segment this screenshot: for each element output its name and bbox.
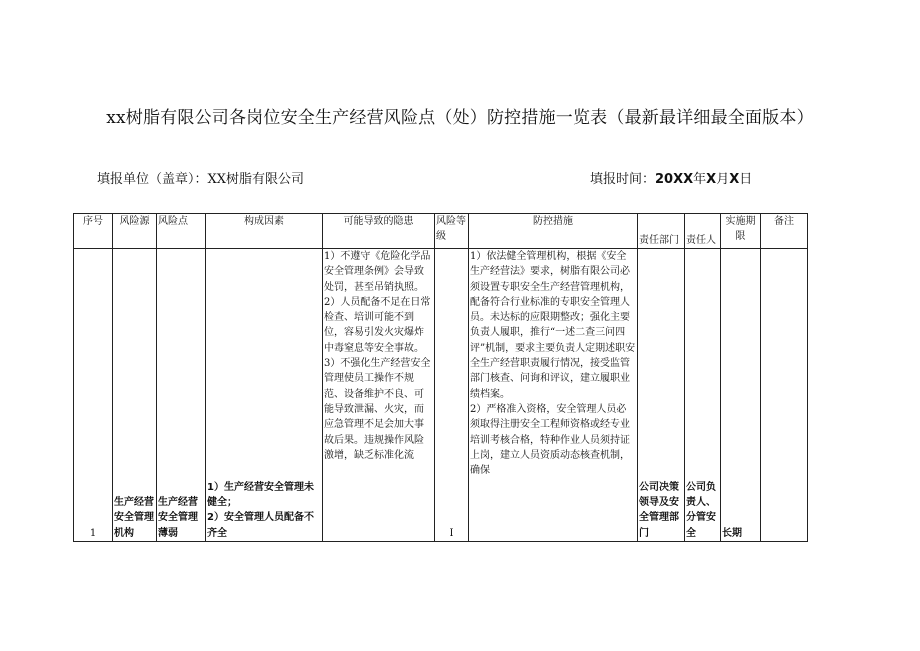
table-row xyxy=(74,249,808,542)
month-unit: 月 xyxy=(716,172,730,187)
day-unit: 日 xyxy=(739,172,753,187)
header-seq: 序号 xyxy=(74,214,113,249)
cell-risk-source: 生产经营安全管理机构 xyxy=(113,249,157,542)
reporting-unit-label: 填报单位（盖章）： xyxy=(97,172,208,187)
header-risk-point: 风险点 xyxy=(157,214,206,249)
header-factors: 构成因素 xyxy=(206,214,323,249)
header-measures: 防控措施 xyxy=(469,214,638,249)
cell-seq: 1 xyxy=(74,249,113,542)
cell-measures: 1）依法健全管理机构，根据《安全生产经营法》要求，树脂有限公司必须设置专职安全生产经营管理机构，配备符合行业标准的专职安全管理人员。未达标的应限期整改；强化主要负责人履职，推行“一述二查三问四评”机制，要求主要负责人定期述职安全生产经营职责履行情况，接受监管部门核查、问询和评议，建立履职业绩档案。 2）严格准入资格，安全管理人员必须取得注册安全工程师资格或经专业培训考核合格，特种作业人员须持证上岗，建立人员资质动态核查机制，确保 xyxy=(469,249,638,542)
cell-deadline: 长期 xyxy=(721,249,761,542)
cell-responsible-person: 公司负责人、分管安全 xyxy=(685,249,721,542)
cell-note xyxy=(761,249,808,542)
reporting-time-label: 填报时间： xyxy=(590,172,656,187)
reporting-unit xyxy=(97,168,304,187)
header-risk-source: 风险源 xyxy=(113,214,157,249)
reporting-time xyxy=(590,168,752,187)
header-responsible-person: 责任人 xyxy=(685,214,721,249)
cell-factors: 1）生产经营安全管理未健全； 2）安全管理人员配备不齐全 xyxy=(206,249,323,542)
reporting-day: X xyxy=(729,172,740,187)
table-header-row xyxy=(74,214,808,249)
year-unit: 年 xyxy=(693,172,707,187)
risk-control-table xyxy=(73,213,808,542)
cell-risk-level: I xyxy=(435,249,469,542)
cell-hazards: 1）不遵守《危险化学品安全管理条例》会导致处罚，甚至吊销执照。 2）人员配备不足在日常检查、培训可能不到位，容易引发火灾爆炸中毒窒息等安全事故。 3）不强化生产经营安全管理使员工操作不规范、设备维护不良、可能导致泄漏、火灾，而应急管理不足会加大事故后果。违规操作风险激增，缺乏标准化流 xyxy=(323,249,435,542)
header-risk-level: 风险等级 xyxy=(435,214,469,249)
reporting-unit-value: XX树脂有限公司 xyxy=(207,172,305,187)
reporting-year: 20XX xyxy=(655,172,694,187)
reporting-month: X xyxy=(706,172,717,187)
header-note: 备注 xyxy=(761,214,808,249)
document-title: xx树脂有限公司各岗位安全生产经营风险点（处）防控措施一览表（最新最详细最全面版本） xyxy=(106,108,814,128)
cell-responsible-dept: 公司决策领导及安全管理部门 xyxy=(638,249,685,542)
header-hazards: 可能导致的隐患 xyxy=(323,214,435,249)
header-responsible-dept: 责任部门 xyxy=(638,214,685,249)
cell-risk-point: 生产经营安全管理薄弱 xyxy=(157,249,206,542)
header-deadline: 实施期限 xyxy=(721,214,761,249)
